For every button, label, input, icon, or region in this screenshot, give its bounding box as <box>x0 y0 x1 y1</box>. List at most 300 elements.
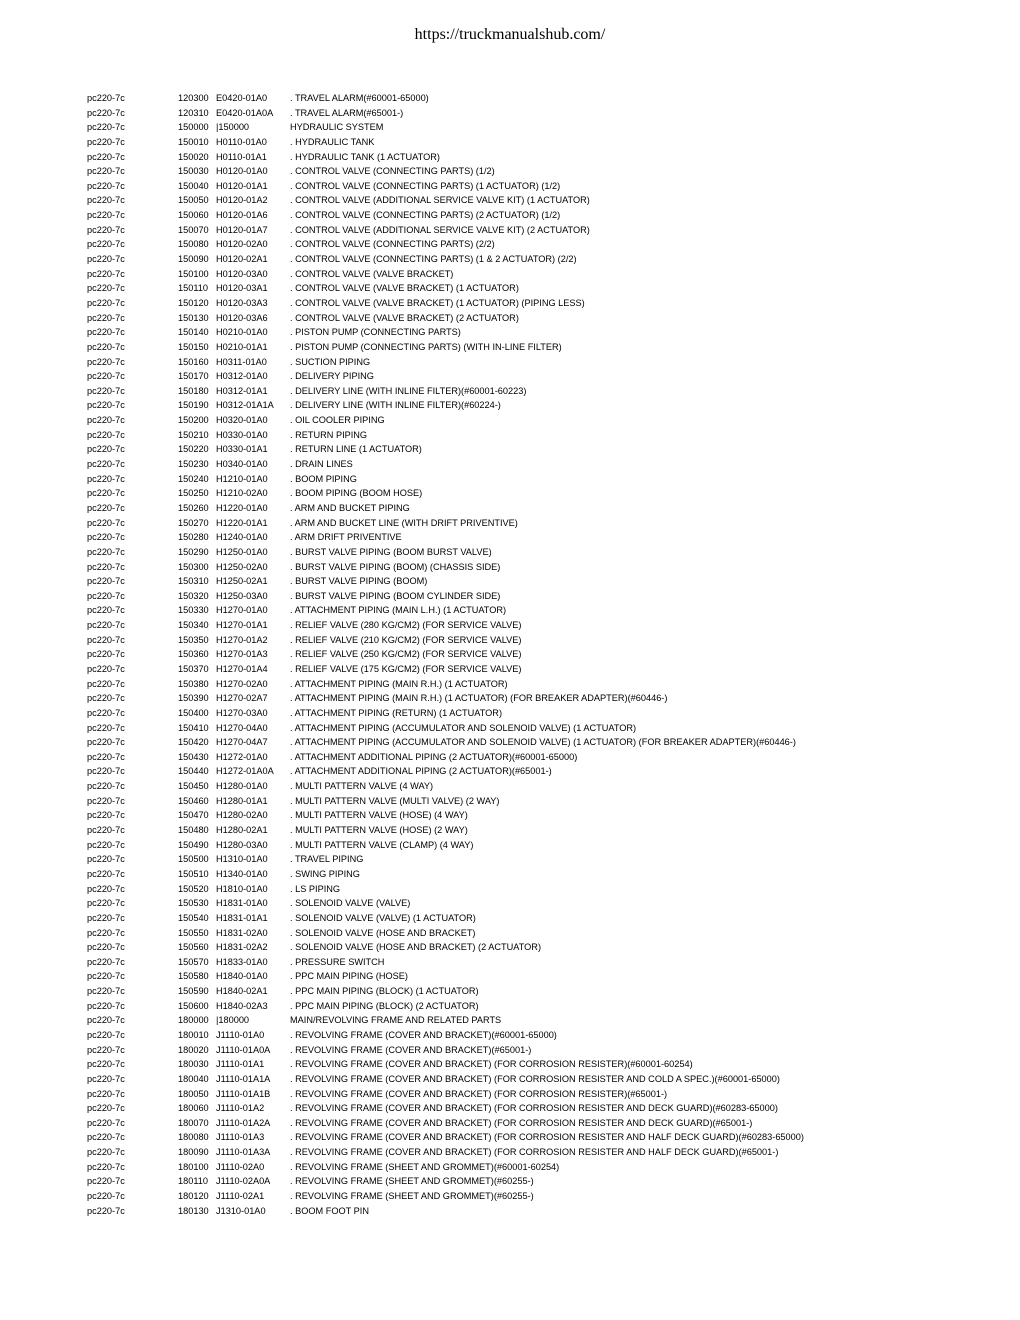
list-item <box>0 1101 1020 1116</box>
list-item <box>0 150 1020 165</box>
list-item <box>0 721 1020 736</box>
part-code: H1340-01A0 <box>216 868 268 879</box>
item-number: 150180 <box>178 385 209 396</box>
item-number: 150360 <box>178 649 209 660</box>
part-code: H1210-02A0 <box>216 488 268 499</box>
model-name: pc220-7c <box>87 649 125 660</box>
model-name: pc220-7c <box>87 1030 125 1040</box>
list-item <box>0 252 1020 267</box>
item-description: . CONTROL VALVE (CONNECTING PARTS) (2/2) <box>290 239 495 250</box>
list-item <box>0 838 1020 853</box>
list-item <box>0 706 1020 721</box>
part-code: H0320-01A0 <box>216 415 268 426</box>
item-number: 180040 <box>178 1073 209 1084</box>
list-item <box>0 516 1020 531</box>
part-code: H1250-03A0 <box>216 590 268 601</box>
item-description: . SOLENOID VALVE (HOSE AND BRACKET) <box>290 927 476 938</box>
item-number: 150230 <box>178 459 209 470</box>
item-number: 180120 <box>178 1191 209 1202</box>
item-number: 150540 <box>178 912 209 923</box>
item-number: 150370 <box>178 663 209 674</box>
part-code: E0420-01A0A <box>216 107 274 118</box>
part-code: H0311-01A0 <box>216 356 267 367</box>
item-description: . REVOLVING FRAME (COVER AND BRACKET)(#65001-) <box>290 1044 532 1055</box>
model-name: pc220-7c <box>87 693 125 704</box>
item-number: 180050 <box>178 1088 209 1099</box>
list-item <box>0 384 1020 399</box>
model-name: pc220-7c <box>87 502 125 513</box>
part-code: H0110-01A0 <box>216 136 267 147</box>
model-name: pc220-7c <box>87 151 125 162</box>
item-number: 150100 <box>178 268 209 279</box>
list-item <box>0 926 1020 941</box>
part-code: J1110-02A0A <box>216 1176 271 1187</box>
item-number: 150130 <box>178 312 209 323</box>
part-code: H1240-01A0 <box>216 532 268 543</box>
item-number: 150010 <box>178 136 209 147</box>
part-code: H1831-01A0 <box>216 898 268 909</box>
model-name: pc220-7c <box>87 93 125 103</box>
item-number: 150420 <box>178 737 209 748</box>
item-number: 150350 <box>178 634 209 645</box>
item-description: . CONTROL VALVE (VALVE BRACKET) (2 ACTUATOR) <box>290 312 519 323</box>
item-number: 150530 <box>178 898 209 909</box>
model-name: pc220-7c <box>87 166 125 177</box>
model-name: pc220-7c <box>87 341 125 352</box>
item-description: . HYDRAULIC TANK <box>290 136 375 147</box>
item-description: . MULTI PATTERN VALVE (HOSE) (2 WAY) <box>290 825 468 836</box>
item-number: 150580 <box>178 971 209 982</box>
list-item <box>0 281 1020 296</box>
part-code: H1270-04A7 <box>216 737 268 748</box>
list-item <box>0 413 1020 428</box>
list-item <box>0 355 1020 370</box>
model-name: pc220-7c <box>87 283 125 294</box>
item-number: 150110 <box>178 283 208 294</box>
item-description: . REVOLVING FRAME (COVER AND BRACKET) (FOR CORROSION RESISTER)(#60001-60254) <box>290 1059 693 1070</box>
model-name: pc220-7c <box>87 195 125 206</box>
part-code: H1272-01A0A <box>216 766 274 777</box>
model-name: pc220-7c <box>87 1000 125 1011</box>
item-number: 150270 <box>178 517 209 528</box>
part-code: H1280-02A1 <box>216 825 268 836</box>
model-name: pc220-7c <box>87 429 125 440</box>
model-name: pc220-7c <box>87 297 125 308</box>
list-item <box>0 969 1020 984</box>
list-item <box>0 208 1020 223</box>
part-code: H1270-02A0 <box>216 678 268 689</box>
item-description: . MULTI PATTERN VALVE (CLAMP) (4 WAY) <box>290 839 474 850</box>
model-name: pc220-7c <box>87 1132 125 1143</box>
model-name: pc220-7c <box>87 781 125 792</box>
item-description: . PISTON PUMP (CONNECTING PARTS) <box>290 327 461 338</box>
item-description: . BOOM PIPING (BOOM HOSE) <box>290 488 423 499</box>
item-description: . ARM AND BUCKET LINE (WITH DRIFT PRIVENTIVE) <box>290 517 518 528</box>
list-item <box>0 691 1020 706</box>
list-item <box>0 1028 1020 1043</box>
item-description: . ARM AND BUCKET PIPING <box>290 502 410 513</box>
item-description: . DRAIN LINES <box>290 459 353 470</box>
item-description: . ATTACHMENT ADDITIONAL PIPING (2 ACTUATOR)(#60001-65000) <box>290 751 578 762</box>
list-item <box>0 823 1020 838</box>
item-number: 150020 <box>178 151 209 162</box>
list-item <box>0 311 1020 326</box>
part-code: J1110-02A0 <box>216 1161 265 1172</box>
part-code: H1280-01A1 <box>216 795 268 806</box>
item-description: . CONTROL VALVE (CONNECTING PARTS) (2 ACTUATOR) (1/2) <box>290 210 561 221</box>
list-item <box>0 1145 1020 1160</box>
item-number: 150410 <box>178 722 209 733</box>
list-item <box>0 999 1020 1014</box>
model-name: pc220-7c <box>87 590 125 601</box>
model-name: pc220-7c <box>87 927 125 938</box>
part-code: H1270-01A0 <box>216 605 268 616</box>
model-name: pc220-7c <box>87 956 125 967</box>
model-name: pc220-7c <box>87 312 125 323</box>
list-item <box>0 882 1020 897</box>
model-name: pc220-7c <box>87 459 125 470</box>
model-name: pc220-7c <box>87 707 125 718</box>
model-name: pc220-7c <box>87 532 125 543</box>
part-code: H1280-02A0 <box>216 810 268 821</box>
part-code: H0120-01A6 <box>216 210 268 221</box>
item-number: 150560 <box>178 942 209 953</box>
list-item <box>0 662 1020 677</box>
item-description: . MULTI PATTERN VALVE (HOSE) (4 WAY) <box>290 810 468 821</box>
model-name: pc220-7c <box>87 810 125 821</box>
part-code: H0330-01A0 <box>216 429 268 440</box>
model-name: pc220-7c <box>87 473 125 484</box>
list-item <box>0 955 1020 970</box>
part-code: H1310-01A0 <box>216 854 268 865</box>
item-number: 150140 <box>178 327 209 338</box>
item-description: . REVOLVING FRAME (SHEET AND GROMMET)(#60255-) <box>290 1176 534 1187</box>
item-number: 150500 <box>178 854 209 865</box>
part-code: H1831-02A0 <box>216 927 268 938</box>
item-number: 150160 <box>178 356 209 367</box>
item-number: 150050 <box>178 195 209 206</box>
item-description: . REVOLVING FRAME (COVER AND BRACKET) (FOR CORROSION RESISTER AND HALF DECK GUARD)(#60283-65000) <box>290 1132 804 1143</box>
item-number: 150300 <box>178 561 209 572</box>
item-number: 150330 <box>178 605 209 616</box>
part-code: J1110-01A3 <box>216 1132 265 1143</box>
model-name: pc220-7c <box>87 1161 125 1172</box>
item-description: . CONTROL VALVE (VALVE BRACKET) <box>290 268 454 279</box>
part-code: H1270-01A4 <box>216 663 268 674</box>
model-name: pc220-7c <box>87 620 125 631</box>
list-item <box>0 1072 1020 1087</box>
item-description: . PRESSURE SWITCH <box>290 956 385 967</box>
list-item <box>0 574 1020 589</box>
list-item <box>0 896 1020 911</box>
part-code: J1110-01A1A <box>216 1073 271 1084</box>
item-description: . TRAVEL ALARM(#65001-) <box>290 107 404 118</box>
model-name: pc220-7c <box>87 766 125 777</box>
model-name: pc220-7c <box>87 561 125 572</box>
list-item <box>0 589 1020 604</box>
item-description: . RELIEF VALVE (210 KG/CM2) (FOR SERVICE VALVE) <box>290 634 522 645</box>
item-description: . SOLENOID VALVE (VALVE) (1 ACTUATOR) <box>290 912 476 923</box>
item-number: 150030 <box>178 166 209 177</box>
item-number: 150460 <box>178 795 209 806</box>
item-number: 150290 <box>178 546 209 557</box>
part-code: |150000 <box>216 122 250 133</box>
list-item <box>0 1204 1020 1219</box>
model-name: pc220-7c <box>87 825 125 836</box>
list-item <box>0 267 1020 282</box>
item-number: 150450 <box>178 781 209 792</box>
item-number: 180020 <box>178 1044 209 1055</box>
item-description: . REVOLVING FRAME (COVER AND BRACKET) (FOR CORROSION RESISTER AND DECK GUARD)(#60283-65000) <box>290 1103 778 1114</box>
part-code: H1831-02A2 <box>216 942 268 953</box>
part-code: H1250-02A0 <box>216 561 268 572</box>
list-item <box>0 633 1020 648</box>
part-code: H1250-01A0 <box>216 546 268 557</box>
model-name: pc220-7c <box>87 634 125 645</box>
part-code: H1840-01A0 <box>216 971 268 982</box>
part-code: H1840-02A1 <box>216 986 268 997</box>
model-name: pc220-7c <box>87 751 125 762</box>
item-number: 150170 <box>178 371 209 382</box>
item-number: 150260 <box>178 502 209 513</box>
item-number: 180100 <box>178 1161 209 1172</box>
model-name: pc220-7c <box>87 1205 125 1216</box>
part-code: H1270-01A2 <box>216 634 268 645</box>
part-code: H1220-01A0 <box>216 502 268 513</box>
item-description: . ATTACHMENT PIPING (MAIN L.H.) (1 ACTUATOR) <box>290 605 507 616</box>
item-number: 150440 <box>178 766 209 777</box>
item-number: 120310 <box>178 107 209 118</box>
part-code: H1270-04A0 <box>216 722 268 733</box>
model-name: pc220-7c <box>87 576 125 587</box>
list-item <box>0 296 1020 311</box>
item-number: 150470 <box>178 810 209 821</box>
item-description: . DELIVERY LINE (WITH INLINE FILTER)(#60224-) <box>290 400 501 411</box>
item-description: . RELIEF VALVE (280 KG/CM2) (FOR SERVICE VALVE) <box>290 620 522 631</box>
list-item <box>0 91 1020 106</box>
item-description: . DELIVERY LINE (WITH INLINE FILTER)(#60001-60223) <box>290 385 527 396</box>
item-description: . PPC MAIN PIPING (BLOCK) (1 ACTUATOR) <box>290 986 479 997</box>
model-name: pc220-7c <box>87 254 125 265</box>
model-name: pc220-7c <box>87 180 125 191</box>
item-description: . BURST VALVE PIPING (BOOM) <box>290 576 428 587</box>
item-description: MAIN/REVOLVING FRAME AND RELATED PARTS <box>290 1015 502 1026</box>
item-description: . ATTACHMENT ADDITIONAL PIPING (2 ACTUATOR)(#65001-) <box>290 766 552 777</box>
item-description: . RETURN LINE (1 ACTUATOR) <box>290 444 422 455</box>
model-name: pc220-7c <box>87 971 125 982</box>
item-description: . RETURN PIPING <box>290 429 368 440</box>
list-item <box>0 1130 1020 1145</box>
model-name: pc220-7c <box>87 371 125 382</box>
item-number: 150520 <box>178 883 209 894</box>
item-description: . CONTROL VALVE (CONNECTING PARTS) (1/2) <box>290 166 495 177</box>
item-description: . PPC MAIN PIPING (HOSE) <box>290 971 408 982</box>
item-number: 120300 <box>178 93 209 103</box>
model-name: pc220-7c <box>87 1117 125 1128</box>
item-description: . CONTROL VALVE (ADDITIONAL SERVICE VALVE KIT) (1 ACTUATOR) <box>290 195 590 206</box>
model-name: pc220-7c <box>87 854 125 865</box>
item-description: . BURST VALVE PIPING (BOOM CYLINDER SIDE) <box>290 590 501 601</box>
item-description: . REVOLVING FRAME (COVER AND BRACKET) (FOR CORROSION RESISTER AND DECK GUARD)(#65001-) <box>290 1117 753 1128</box>
item-description: . BOOM FOOT PIN <box>290 1205 369 1216</box>
part-code: H1270-01A1 <box>216 620 268 631</box>
item-description: . CONTROL VALVE (CONNECTING PARTS) (1 & 2 ACTUATOR) (2/2) <box>290 254 577 265</box>
item-description: . ATTACHMENT PIPING (RETURN) (1 ACTUATOR) <box>290 707 502 718</box>
list-item <box>0 852 1020 867</box>
list-item <box>0 1013 1020 1028</box>
model-name: pc220-7c <box>87 868 125 879</box>
part-code: H0120-01A7 <box>216 224 268 235</box>
item-description: . SOLENOID VALVE (VALVE) <box>290 898 411 909</box>
list-item <box>0 618 1020 633</box>
part-code: H1272-01A0 <box>216 751 268 762</box>
list-item <box>0 808 1020 823</box>
item-number: 150240 <box>178 473 209 484</box>
list-item <box>0 106 1020 121</box>
item-number: 150150 <box>178 341 209 352</box>
item-number: 150070 <box>178 224 209 235</box>
item-number: 150510 <box>178 868 209 879</box>
item-number: 150320 <box>178 590 209 601</box>
part-code: H0120-02A1 <box>216 254 268 265</box>
item-description: . REVOLVING FRAME (COVER AND BRACKET)(#60001-65000) <box>290 1030 557 1040</box>
part-code: H1270-03A0 <box>216 707 268 718</box>
part-code: H0312-01A1A <box>216 400 274 411</box>
list-item <box>0 398 1020 413</box>
list-item <box>0 1174 1020 1189</box>
list-item <box>0 1057 1020 1072</box>
list-item <box>0 779 1020 794</box>
item-description: . ATTACHMENT PIPING (MAIN R.H.) (1 ACTUATOR) <box>290 678 508 689</box>
model-name: pc220-7c <box>87 1191 125 1202</box>
part-code: H0312-01A1 <box>216 385 268 396</box>
item-number: 180080 <box>178 1132 209 1143</box>
model-name: pc220-7c <box>87 839 125 850</box>
model-name: pc220-7c <box>87 605 125 616</box>
item-number: 150600 <box>178 1000 209 1011</box>
item-number: 180010 <box>178 1030 209 1040</box>
model-name: pc220-7c <box>87 986 125 997</box>
model-name: pc220-7c <box>87 898 125 909</box>
part-code: H0312-01A0 <box>216 371 268 382</box>
list-item <box>0 120 1020 135</box>
list-item <box>0 193 1020 208</box>
part-code: E0420-01A0 <box>216 93 268 103</box>
item-number: 180060 <box>178 1103 209 1114</box>
item-number: 180130 <box>178 1205 209 1216</box>
item-number: 150280 <box>178 532 209 543</box>
item-number: 150310 <box>178 576 209 587</box>
model-name: pc220-7c <box>87 327 125 338</box>
model-name: pc220-7c <box>87 883 125 894</box>
list-item <box>0 369 1020 384</box>
part-code: H0110-01A1 <box>216 151 267 162</box>
item-description: . SWING PIPING <box>290 868 360 879</box>
model-name: pc220-7c <box>87 1103 125 1114</box>
list-item <box>0 325 1020 340</box>
model-name: pc220-7c <box>87 912 125 923</box>
list-item <box>0 237 1020 252</box>
part-code: H0210-01A1 <box>216 341 268 352</box>
item-description: . REVOLVING FRAME (COVER AND BRACKET) (FOR CORROSION RESISTER AND COLD A SPEC.)(#60001-65000) <box>290 1073 780 1084</box>
list-item <box>0 501 1020 516</box>
item-number: 150490 <box>178 839 209 850</box>
model-name: pc220-7c <box>87 1147 125 1158</box>
model-name: pc220-7c <box>87 1073 125 1084</box>
list-item <box>0 560 1020 575</box>
list-item <box>0 428 1020 443</box>
item-description: . RELIEF VALVE (175 KG/CM2) (FOR SERVICE VALVE) <box>290 663 522 674</box>
list-item <box>0 530 1020 545</box>
item-number: 150590 <box>178 986 209 997</box>
part-code: J1310-01A0 <box>216 1205 266 1216</box>
list-item <box>0 135 1020 150</box>
item-description: . CONTROL VALVE (VALVE BRACKET) (1 ACTUATOR) (PIPING LESS) <box>290 297 585 308</box>
list-item <box>0 735 1020 750</box>
part-code: H0120-01A0 <box>216 166 268 177</box>
item-number: 150080 <box>178 239 209 250</box>
item-description: . MULTI PATTERN VALVE (4 WAY) <box>290 781 434 792</box>
list-item <box>0 1087 1020 1102</box>
part-code: H1210-01A0 <box>216 473 268 484</box>
item-description: . ARM DRIFT PRIVENTIVE <box>290 532 402 543</box>
item-number: 180000 <box>178 1015 209 1026</box>
model-name: pc220-7c <box>87 1088 125 1099</box>
model-name: pc220-7c <box>87 663 125 674</box>
item-number: 180070 <box>178 1117 209 1128</box>
model-name: pc220-7c <box>87 517 125 528</box>
item-number: 150550 <box>178 927 209 938</box>
item-description: . DELIVERY PIPING <box>290 371 374 382</box>
part-code: H0330-01A1 <box>216 444 268 455</box>
model-name: pc220-7c <box>87 136 125 147</box>
model-name: pc220-7c <box>87 268 125 279</box>
list-item <box>0 677 1020 692</box>
model-name: pc220-7c <box>87 1176 125 1187</box>
model-name: pc220-7c <box>87 444 125 455</box>
item-number: 150380 <box>178 678 209 689</box>
item-number: 150390 <box>178 693 209 704</box>
item-number: 150400 <box>178 707 209 718</box>
item-description: . BURST VALVE PIPING (BOOM) (CHASSIS SIDE) <box>290 561 501 572</box>
part-code: H1833-01A0 <box>216 956 268 967</box>
item-description: . HYDRAULIC TANK (1 ACTUATOR) <box>290 151 440 162</box>
model-name: pc220-7c <box>87 1044 125 1055</box>
part-code: |180000 <box>216 1015 250 1026</box>
item-description: . REVOLVING FRAME (COVER AND BRACKET) (FOR CORROSION RESISTER AND HALF DECK GUARD)(#65001-) <box>290 1147 779 1158</box>
part-code: H0120-02A0 <box>216 239 268 250</box>
list-item <box>0 1116 1020 1131</box>
list-item <box>0 867 1020 882</box>
list-item <box>0 1189 1020 1204</box>
list-item <box>0 647 1020 662</box>
list-item <box>0 223 1020 238</box>
part-code: H1810-01A0 <box>216 883 268 894</box>
item-number: 150190 <box>178 400 209 411</box>
model-name: pc220-7c <box>87 1059 125 1070</box>
part-code: J1110-01A1 <box>216 1059 265 1070</box>
item-description: . PPC MAIN PIPING (BLOCK) (2 ACTUATOR) <box>290 1000 479 1011</box>
list-item <box>0 750 1020 765</box>
model-name: pc220-7c <box>87 385 125 396</box>
item-description: . TRAVEL PIPING <box>290 854 364 865</box>
item-description: . ATTACHMENT PIPING (ACCUMULATOR AND SOLENOID VALVE) (1 ACTUATOR) (FOR BREAKER ADAPTER)(#60446-) <box>290 737 796 748</box>
item-number: 150040 <box>178 180 209 191</box>
item-number: 150200 <box>178 415 209 426</box>
model-name: pc220-7c <box>87 224 125 235</box>
model-name: pc220-7c <box>87 400 125 411</box>
source-url[interactable]: https://truckmanualshub.com/ <box>414 26 606 43</box>
